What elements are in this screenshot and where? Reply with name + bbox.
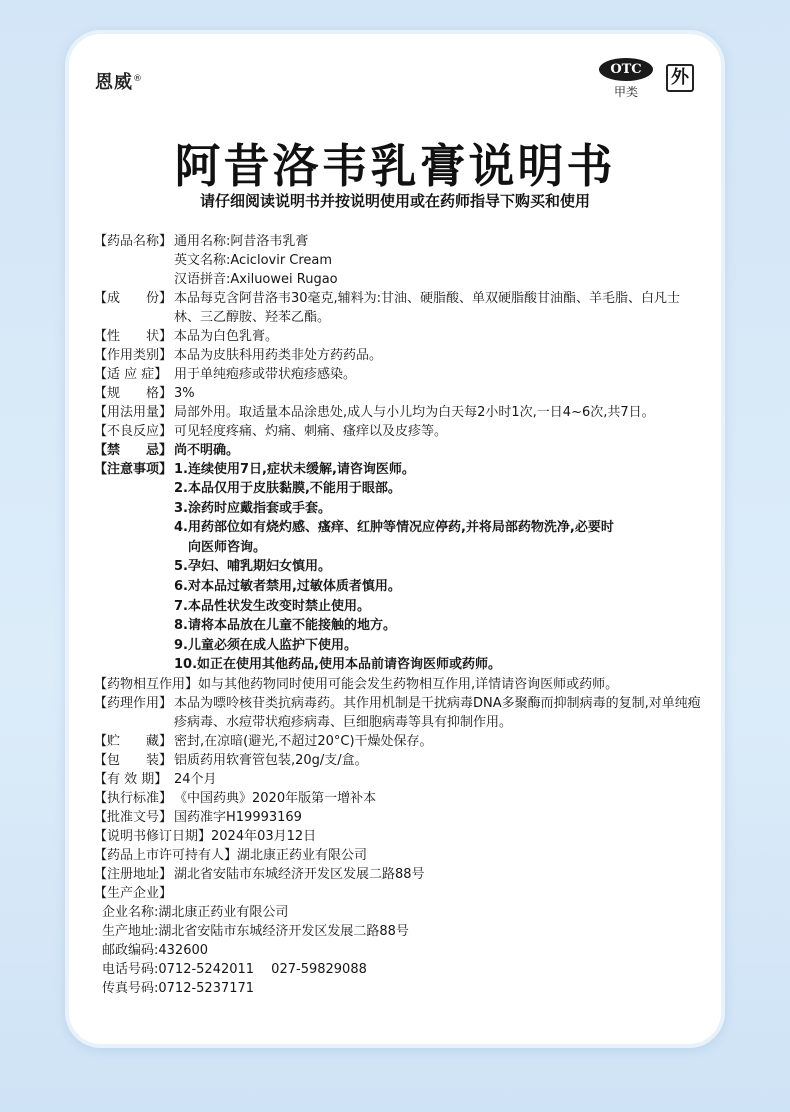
precaution-item: 1.连续使用7日,症状未缓解,请咨询医师。 (174, 462, 415, 477)
precaution-first-row (94, 460, 706, 479)
section-precautions (94, 460, 706, 675)
section-text: 密封,在凉暗(避光,不超过20°C)干燥处保存。 (174, 733, 433, 749)
section-text: 24个月 (174, 771, 217, 787)
section-name (94, 232, 706, 251)
section-package (94, 751, 706, 770)
section-reg-address (94, 865, 706, 884)
section-dosage (94, 403, 706, 422)
precaution-item: 5.孕妇、哺乳期妇女慎用。 (174, 559, 331, 575)
section-label: 【规 格】 (94, 386, 173, 401)
section-text: 尚不明确。 (174, 443, 240, 458)
section-label: 【说明书修订日期】 (94, 828, 212, 844)
section-spec (94, 384, 706, 403)
section-text: 本品为嘌呤核苷类抗病毒药。其作用机制是干扰病毒DNA多聚酶而抑制病毒的复制,对单纯疱疹病毒、水痘带状疱疹病毒、巨细胞病毒等具有抑制作用。 (174, 695, 701, 730)
precaution-item: 7.本品性状发生改变时禁止使用。 (174, 598, 370, 614)
section-text: 3% (174, 386, 195, 401)
section-label: 【药物相互作用】 (94, 676, 199, 692)
section-text: 本品每克含阿昔洛韦30毫克,辅料为:甘油、硬脂酸、单双硬脂酸甘油酯、羊毛脂、白凡士林、三乙醇胺、羟苯乙酯。 (174, 291, 681, 325)
manufacturer-fax: 传真号码:0712-5237171 (102, 980, 255, 996)
section-text: 铝质药用软膏管包装,20g/支/盒。 (174, 752, 368, 768)
section-label: 【作用类别】 (94, 348, 173, 363)
section-text: 2024年03月12日 (211, 828, 317, 844)
section-text: 可见轻度疼痛、灼痛、刺痛、瘙痒以及皮疹等。 (174, 424, 448, 439)
section-label: 【性 状】 (94, 329, 173, 344)
section-text: 本品为皮肤科用药类非处方药药品。 (174, 348, 383, 363)
english-name: 英文名称:Aciclovir Cream (174, 253, 333, 268)
section-text: 国药准字H19993169 (174, 809, 302, 825)
section-text: 湖北省安陆市东城经济开发区发展二路88号 (174, 866, 425, 882)
section-appearance (94, 327, 706, 346)
precaution-item-continuation: 向医师咨询。 (188, 539, 267, 555)
section-manufacturer (94, 884, 706, 998)
section-text: 本品为白色乳膏。 (174, 329, 279, 344)
section-text: 用于单纯疱疹或带状疱疹感染。 (174, 367, 357, 382)
section-label: 【生产企业】 (94, 885, 173, 901)
section-label: 【注意事项】 (94, 462, 173, 477)
page-title: 阿昔洛韦乳膏说明书 (174, 139, 616, 193)
section-label: 【用法用量】 (94, 405, 173, 420)
section-interaction (94, 675, 706, 694)
pinyin-name: 汉语拼音:Axiluowei Rugao (174, 272, 338, 287)
section-label: 【贮 藏】 (94, 733, 173, 749)
manufacturer-postcode: 邮政编码:432600 (102, 942, 209, 958)
section-label: 【药品名称】 (94, 234, 173, 249)
section-label: 【适 应 症】 (94, 367, 168, 382)
external-use-badge: 外 (666, 64, 694, 92)
precaution-item: 2.本品仅用于皮肤黏膜,不能用于眼部。 (174, 481, 401, 496)
generic-name: 通用名称:阿昔洛韦乳膏 (174, 234, 309, 249)
section-label: 【执行标准】 (94, 790, 173, 806)
precaution-item: 3.涂药时应戴指套或手套。 (174, 500, 331, 516)
section-holder (94, 846, 706, 865)
registered-mark: ® (133, 74, 143, 84)
otc-badge: OTC (599, 58, 652, 81)
manufacturer-name: 企业名称:湖北康正药业有限公司 (102, 904, 289, 920)
section-approval (94, 808, 706, 827)
section-label: 【有 效 期】 (94, 771, 168, 787)
section-revision (94, 827, 706, 846)
section-pharmacology (94, 694, 706, 732)
precaution-item: 10.如正在使用其他药品,使用本品前请咨询医师或药师。 (174, 657, 501, 673)
section-ingredients (94, 289, 706, 327)
section-label: 【包 装】 (94, 752, 173, 768)
section-adverse (94, 422, 706, 441)
section-category (94, 346, 706, 365)
section-storage (94, 732, 706, 751)
precaution-item-text: 4.用药部位如有烧灼感、瘙痒、红肿等情况应停药,并将局部药物洗净,必要时 (174, 520, 614, 536)
section-label: 【药品上市许可持有人】 (94, 847, 238, 863)
section-label: 【药理作用】 (94, 695, 173, 711)
section-validity (94, 770, 706, 789)
precaution-item: 6.对本品过敏者禁用,过敏体质者慎用。 (174, 578, 401, 594)
section-label: 【成 份】 (94, 291, 173, 306)
section-text: 局部外用。取适量本品涂患处,成人与小儿均为白天每2小时1次,一日4~6次,共7日。 (174, 405, 655, 420)
section-contra (94, 441, 706, 460)
section-text: 《中国药典》2020年版第一增补本 (174, 790, 377, 806)
manufacturer-phone: 电话号码:0712-5242011 027-59829088 (102, 961, 367, 977)
section-text: 如与其他药物同时使用可能会发生药物相互作用,详情请咨询医师或药师。 (198, 676, 619, 692)
brand-name: 恩威 (95, 72, 133, 93)
section-text: 湖北康正药业有限公司 (237, 847, 368, 863)
section-label: 【禁 忌】 (94, 443, 173, 458)
section-indication (94, 365, 706, 384)
section-label: 【注册地址】 (94, 866, 173, 882)
otc-mark (596, 58, 656, 100)
precaution-item-4 (94, 518, 706, 557)
brand-logo (95, 68, 143, 94)
section-label: 【不良反应】 (94, 424, 173, 439)
manufacturer-address: 生产地址:湖北省安陆市东城经济开发区发展二路88号 (102, 923, 409, 939)
precaution-item: 9.儿童必须在成人监护下使用。 (174, 637, 357, 653)
precaution-item: 8.请将本品放在儿童不能接触的地方。 (174, 618, 396, 634)
section-label: 【批准文号】 (94, 809, 173, 825)
section-standard (94, 789, 706, 808)
leaflet-body (94, 232, 706, 998)
page-subtitle: 请仔细阅读说明书并按说明使用或在药师指导下购买和使用 (199, 192, 590, 210)
otc-class: 甲类 (613, 85, 638, 99)
